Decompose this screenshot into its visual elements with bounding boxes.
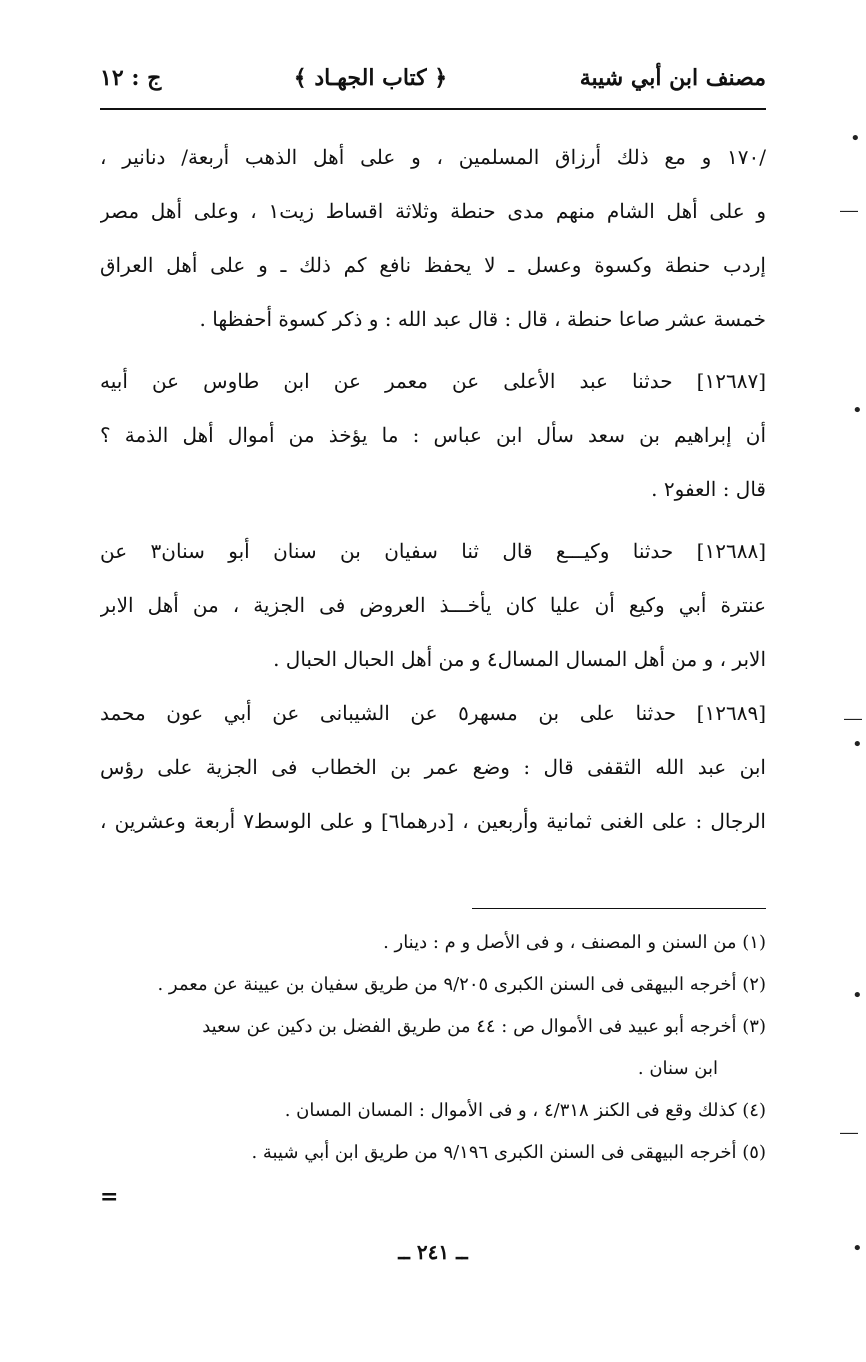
margin-dot: • bbox=[852, 734, 863, 755]
text-line: [١٢٦٨٨] حدثنا وكيـــع قال ثنا سفيان بن سنان أبو سنان٣ عن bbox=[100, 539, 766, 563]
footnote-3: (٣) أخرجه أبو عبيد فى الأموال ص : ٤٤ من طريق الفضل بن دكين عن سعيد bbox=[202, 1016, 766, 1037]
text-line: عنترة أبي وكيع أن عليا كان يأخـــذ العروض فى الجزية ، من أهل الابر bbox=[100, 593, 766, 617]
running-header bbox=[100, 58, 766, 98]
margin-mark: ― bbox=[840, 200, 858, 221]
text-line: [١٢٦٨٩] حدثنا على بن مسهر٥ عن الشيبانى عن أبي عون محمد bbox=[100, 701, 766, 725]
footnote-rule bbox=[472, 908, 766, 909]
text-line: أن إبراهيم بن سعد سأل ابن عباس : ما يؤخذ من أموال أهل الذمة ؟ bbox=[100, 423, 766, 447]
margin-dot: • bbox=[852, 400, 863, 421]
text-line: /١٧٠ و مع ذلك أرزاق المسلمين ، و على أهل الذهب أربعة/ دنانير ، bbox=[100, 145, 766, 169]
page-number: ــ ٢٤١ ــ bbox=[398, 1240, 468, 1264]
text-line: ابن عبد الله الثقفى قال : وضع عمر بن الخطاب فى الجزية على رؤس bbox=[100, 755, 766, 779]
footnote-continuation-marker: = bbox=[100, 1184, 119, 1210]
margin-dot: • bbox=[850, 128, 861, 149]
text-line: قال : العفو٢ . bbox=[651, 477, 766, 501]
margin-mark: ― bbox=[840, 1122, 858, 1143]
paragraph-continuation bbox=[100, 130, 766, 346]
footnote-5: (٥) أخرجه البيهقى فى السنن الكبرى ٩/١٩٦ من طريق ابن أبي شيبة . bbox=[251, 1142, 766, 1163]
footnote-3-continuation: ابن سنان . bbox=[637, 1058, 718, 1079]
text-line: الرجال : على الغنى ثمانية وأربعين ، [درهما٦] و على الوسط٧ أربعة وعشرين ، bbox=[100, 809, 766, 833]
text-line: إردب حنطة وكسوة وعسل ـ لا يحفظ نافع كم ذلك ـ و على أهل العراق bbox=[100, 253, 766, 277]
text-line: و على أهل الشام منهم مدى حنطة وثلاثة اقساط زيت١ ، وعلى أهل مصر bbox=[100, 199, 766, 223]
text-line: الابر ، و من أهل المسال المسال٤ و من أهل الحبال الحبال . bbox=[273, 647, 766, 671]
footnote-4: (٤) كذلك وقع فى الكنز ٤/٣١٨ ، و فى الأموال : المسان المسان . bbox=[284, 1100, 766, 1121]
volume-number: ج : ١٢ bbox=[100, 65, 162, 91]
footnote-1: (١) من السنن و المصنف ، و فى الأصل و م : دينار . bbox=[383, 932, 766, 953]
chapter-title: ﴿ كتاب الجهـاد ﴾ bbox=[293, 65, 448, 91]
margin-dot: • bbox=[852, 985, 863, 1006]
book-title: مصنف ابن أبي شيبة bbox=[579, 65, 766, 91]
hadith-12689 bbox=[100, 686, 766, 848]
text-line: خمسة عشر صاعا حنطة ، قال : قال عبد الله : و ذكر كسوة أحفظها . bbox=[199, 307, 766, 331]
header-rule bbox=[100, 108, 766, 110]
margin-dot: • bbox=[852, 1238, 863, 1259]
hadith-12688 bbox=[100, 524, 766, 686]
footnote-2: (٢) أخرجه البيهقى فى السنن الكبرى ٩/٢٠٥ من طريق سفيان بن عيينة عن معمر . bbox=[157, 974, 766, 995]
margin-mark: ― bbox=[844, 708, 862, 729]
main-text bbox=[100, 130, 766, 848]
text-line: [١٢٦٨٧] حدثنا عبد الأعلى عن معمر عن ابن طاوس عن أبيه bbox=[100, 369, 766, 393]
hadith-12687 bbox=[100, 354, 766, 516]
footnotes bbox=[100, 922, 766, 1174]
